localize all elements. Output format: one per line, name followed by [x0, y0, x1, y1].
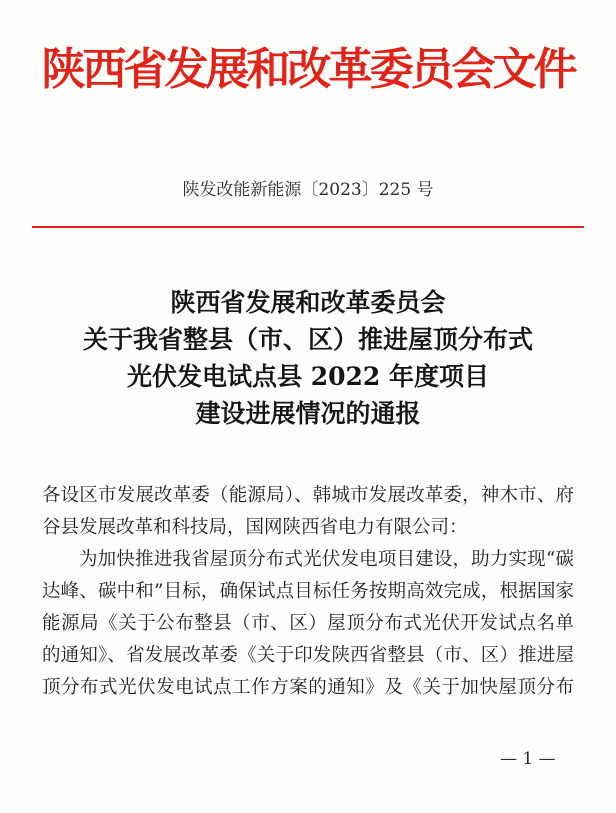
body-line-1: 各设区市发展改革委（能源局）、韩城市发展改革委，神木市、府: [42, 485, 574, 506]
body-line-3: 为加快推进我省屋顶分布式光伏发电项目建设，助力实现“碳: [79, 549, 574, 570]
title-line-4: 建设进展情况的通报: [195, 399, 421, 428]
body-line-7: 顶分布式光伏发电试点工作方案的通知》及《关于加快屋顶分布: [42, 677, 574, 698]
page-number: — 1 —: [500, 749, 556, 769]
letterhead-title: 陕西省发展和改革委员会文件: [41, 44, 575, 95]
document-title: [20, 284, 596, 432]
document-number: 陕发改能新能源〔2023〕225 号: [182, 180, 434, 200]
title-line-1: 陕西省发展和改革委员会: [170, 288, 446, 317]
body-line-5: 能源局《关于公布整县（市、区）屋顶分布式光伏开发试点名单: [42, 613, 574, 634]
body-line-4: 达峰、碳中和”目标，确保试点目标任务按期高效完成，根据国家: [42, 581, 574, 602]
body-line-6: 的通知》、省发展改革委《关于印发陕西省整县（市、区）推进屋: [42, 645, 574, 666]
red-divider-line: [32, 226, 584, 228]
title-line-3: 光伏发电试点县 2022 年度项目: [127, 362, 489, 391]
body-line-2: 谷县发展改革和科技局，国网陕西省电力有限公司：: [42, 517, 468, 538]
document-body: [42, 480, 574, 704]
title-line-2: 关于我省整县（市、区）推进屋顶分布式: [82, 325, 533, 354]
